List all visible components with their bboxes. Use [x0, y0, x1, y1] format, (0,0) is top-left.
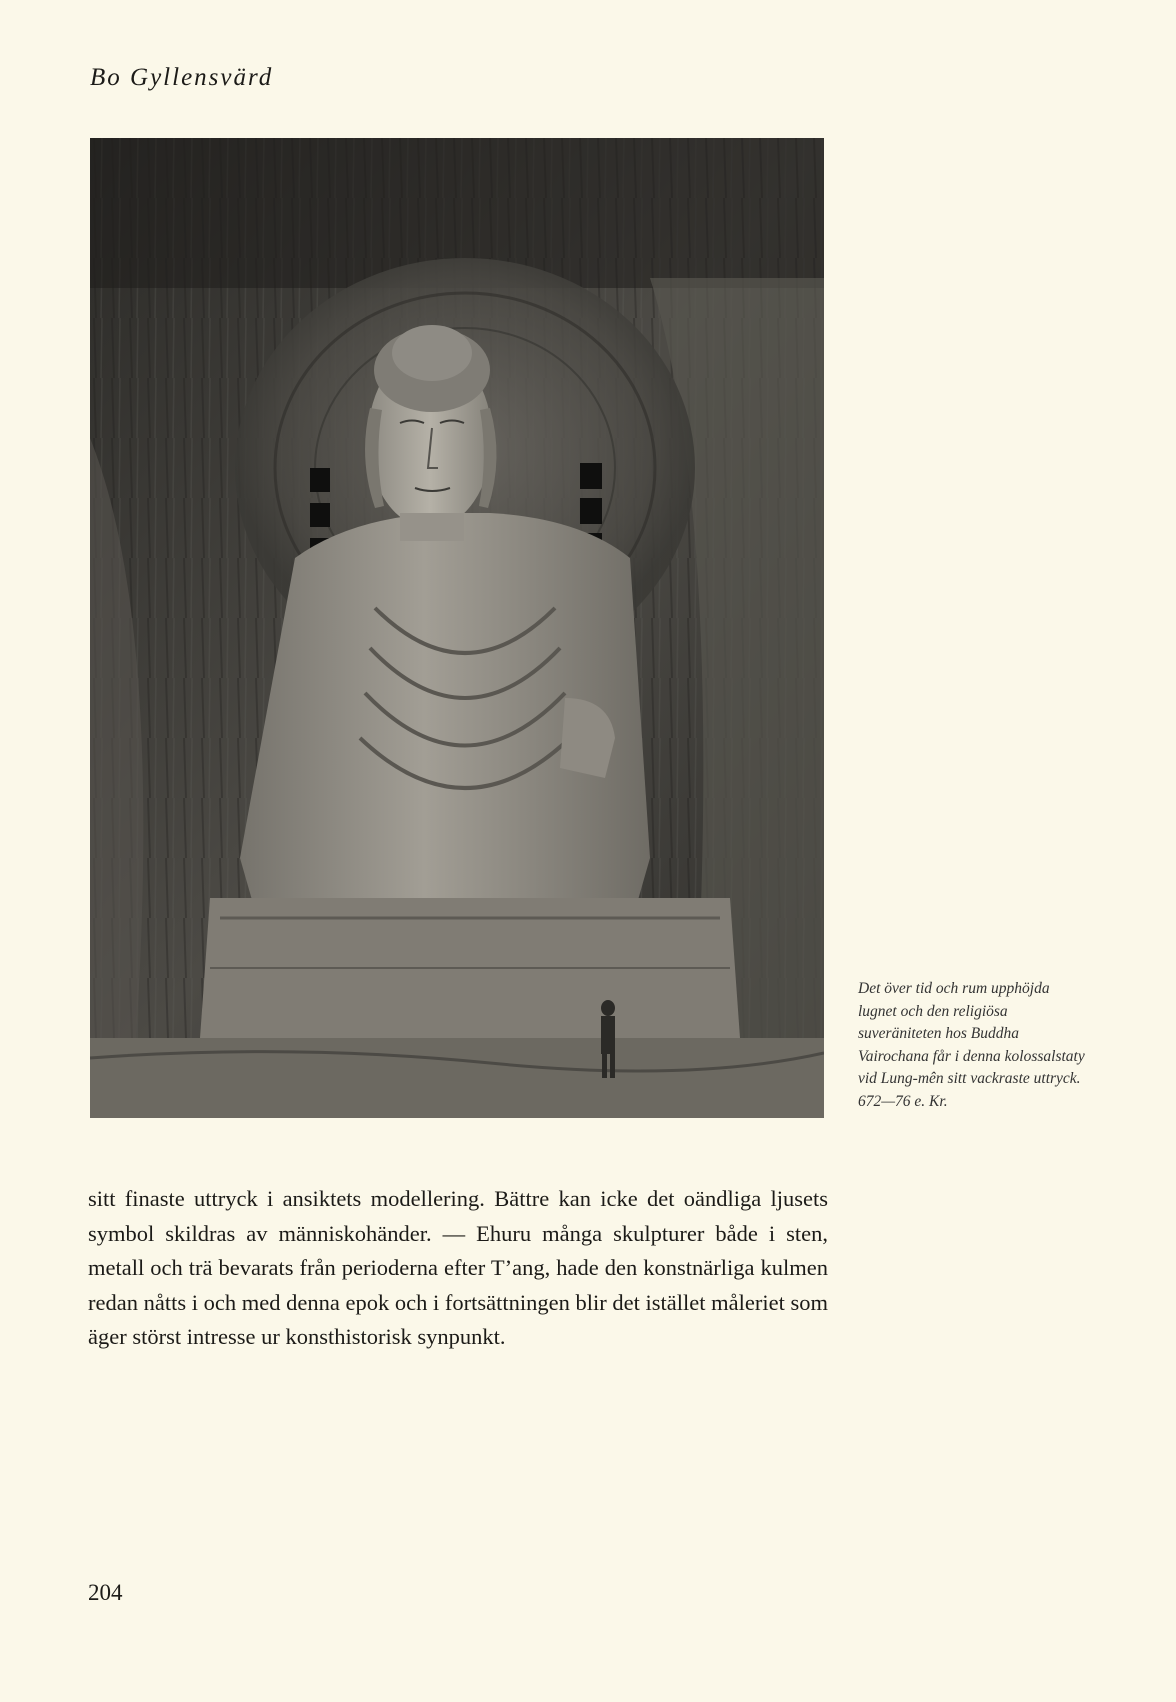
- page-number: 204: [88, 1580, 123, 1605]
- statue-illustration: [90, 138, 824, 1118]
- figure-caption: Det över tid och rum upphöjda lugnet och den religiösa suveräniteten hos Buddha Vairochana får i denna kolossalstaty vid Lung-mên sitt vackraste uttryck. 672—76 e. Kr.: [858, 980, 1085, 1110]
- body-paragraph: sitt finaste uttryck i ansiktets modellering. Bättre kan icke det oändliga ljusets symbol skildras av människohänder. — Ehuru många skulpturer både i sten, metall och trä bevarats från perioderna efter T’ang, hade den konstnärliga kulmen redan nåtts i och med denna epok och i fortsättningen blir det istället måleriet som äger störst intresse ur konsthistorisk synpunkt.: [88, 1186, 828, 1349]
- buddha-statue-photo: [90, 138, 824, 1118]
- running-head-author: Bo Gyllensvärd: [90, 64, 274, 91]
